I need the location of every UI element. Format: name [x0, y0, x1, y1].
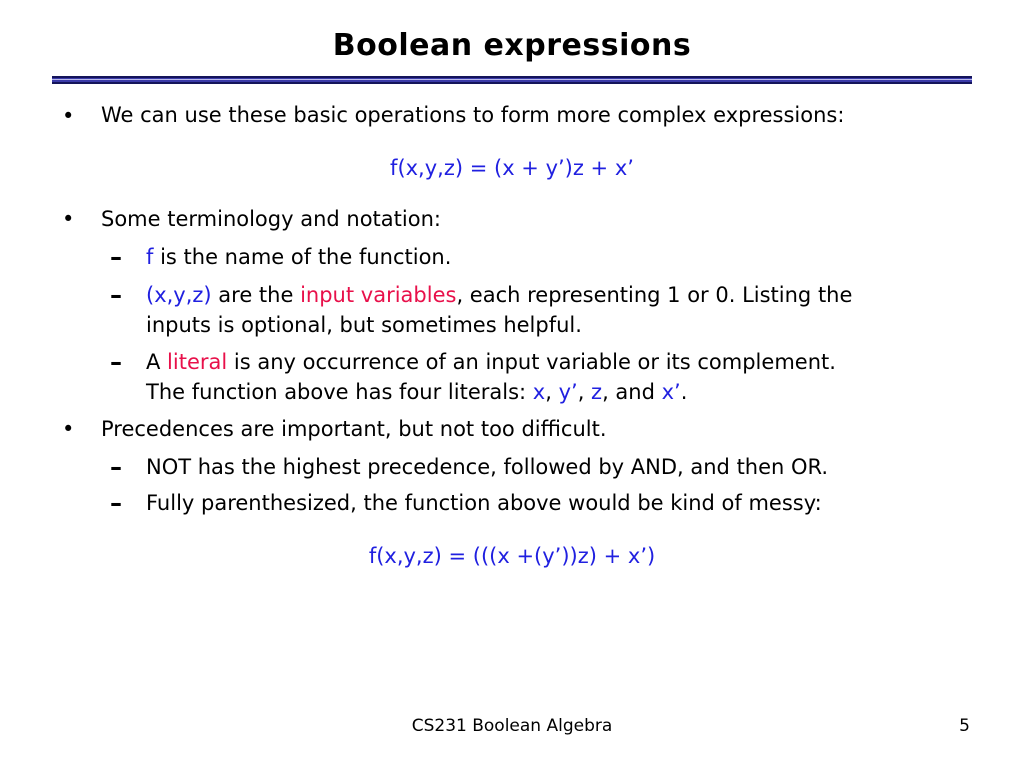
sub-bullet-text-continued: [146, 378, 687, 406]
bullet-text: Precedences are important, but not too difficult.: [101, 417, 607, 441]
text-span: A: [146, 350, 168, 374]
text-span: ,: [545, 380, 559, 404]
dash-marker: –: [110, 281, 122, 309]
footer-course: CS231 Boolean Algebra: [411, 716, 613, 736]
bullet-marker: •: [62, 417, 75, 441]
literal-term: literal: [167, 350, 228, 374]
slide-number: 5: [959, 716, 970, 736]
formula: f(x,y,z) = (((x +(y’))z) + x’): [368, 544, 656, 568]
bullet-text: We can use these basic operations to form more complex expressions:: [101, 103, 845, 127]
literal-z: z: [591, 380, 603, 404]
dash-marker: –: [110, 489, 122, 517]
text-span: is the name of the function.: [153, 245, 452, 269]
variables-term: (x,y,z): [146, 283, 212, 307]
dash-marker: –: [110, 348, 122, 376]
formula: f(x,y,z) = (x + y’)z + x’: [390, 156, 634, 180]
sub-bullet-text: [146, 243, 451, 271]
title-divider: [52, 76, 972, 84]
bullet-marker: •: [62, 104, 75, 128]
text-span: , and: [602, 380, 662, 404]
literal-y-prime: y’: [558, 380, 578, 404]
sub-bullet-text: NOT has the highest precedence, followed by AND, and then OR.: [146, 455, 829, 479]
dash-marker: –: [110, 453, 122, 481]
text-span: ,: [577, 380, 592, 404]
bullet-marker: •: [62, 207, 75, 231]
function-name: f: [146, 245, 154, 269]
sub-bullet-text: [146, 348, 836, 376]
literal-x: x: [532, 380, 546, 404]
text-span: , each representing 1 or 0. Listing the: [456, 283, 853, 307]
input-variables-term: input variables: [300, 283, 457, 307]
text-span: are the: [211, 283, 301, 307]
bullet-text: Some terminology and notation:: [101, 207, 441, 231]
sub-bullet-text-continued: inputs is optional, but sometimes helpful.: [146, 313, 582, 337]
text-span: is any occurrence of an input variable or its complement.: [227, 350, 836, 374]
text-span: .: [680, 380, 688, 404]
dash-marker: –: [110, 243, 122, 271]
sub-bullet-text: [146, 281, 852, 309]
text-span: The function above has four literals:: [146, 380, 533, 404]
sub-bullet-text: Fully parenthesized, the function above would be kind of messy:: [146, 491, 822, 515]
literal-x-prime: x’: [661, 380, 681, 404]
slide-title: Boolean expressions: [332, 28, 692, 63]
